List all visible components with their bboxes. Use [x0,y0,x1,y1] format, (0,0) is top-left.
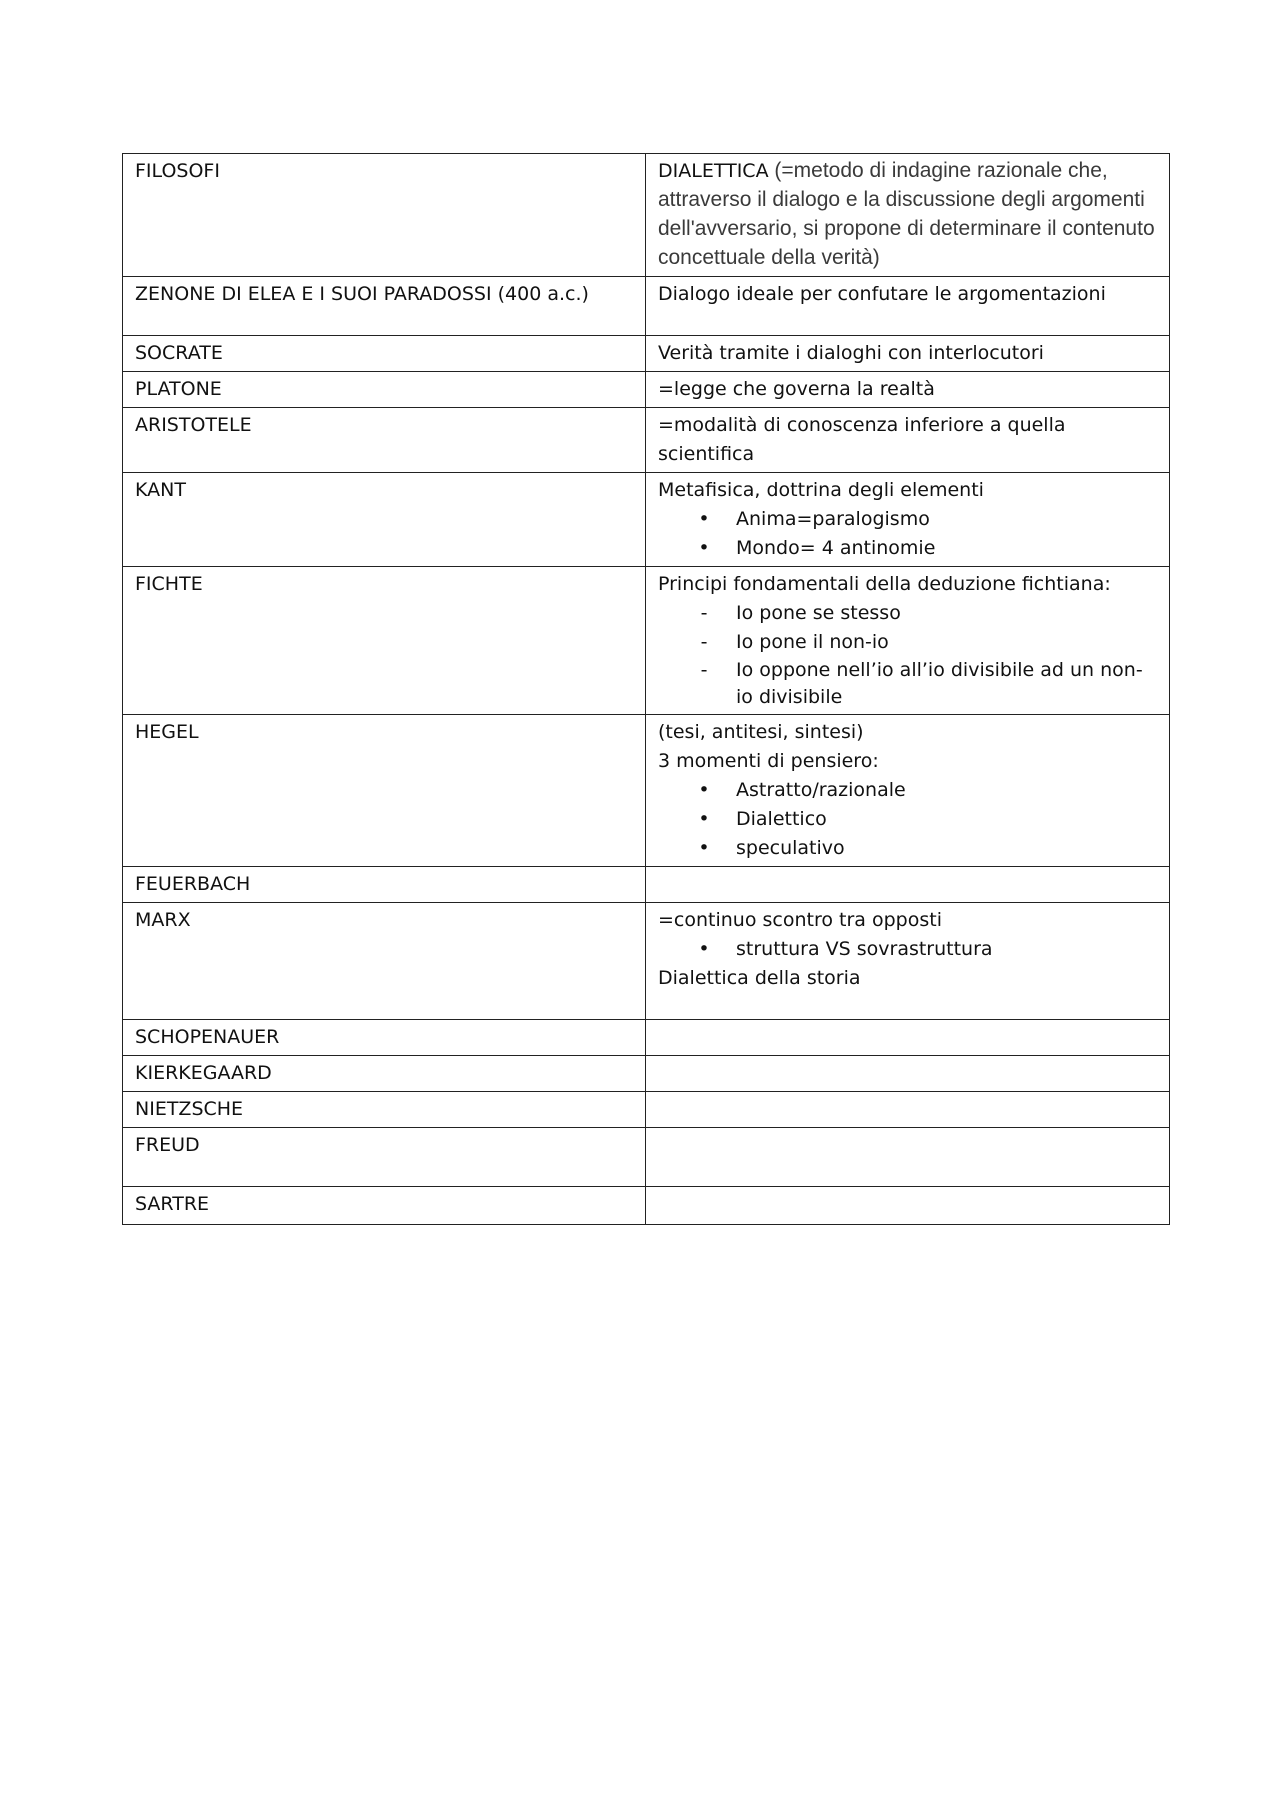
philosopher-cell [123,715,646,867]
dialectic-cell [646,336,1170,372]
philosopher-name: SCHOPENAUER [135,1026,280,1048]
philosopher-cell [123,372,646,408]
table-row [123,867,1170,903]
bullet-list [658,505,1157,563]
philosopher-cell [123,1128,646,1187]
list-item-text: Io pone il non-io [736,631,889,653]
header-dialectic-title: DIALETTICA [658,160,769,182]
dialectic-text: Verità tramite i dialoghi con interlocutori [658,342,1044,364]
philosopher-cell [123,903,646,1020]
dialectic-intro: =continuo scontro tra opposti [658,909,942,931]
bullet-list [658,776,1157,863]
table-row [123,336,1170,372]
dialectic-cell [646,1020,1170,1056]
list-item-text: struttura VS sovrastruttura [736,938,993,960]
table-row [123,903,1170,1020]
philosopher-cell [123,473,646,567]
table-row [123,1092,1170,1128]
dialectic-cell [646,903,1170,1020]
dialectic-cell [646,567,1170,715]
philosopher-name: MARX [135,909,191,931]
table-row [123,408,1170,473]
philosopher-name: KANT [135,479,186,501]
table-row [123,1020,1170,1056]
philosophy-table [122,153,1170,1225]
list-item [658,657,1157,711]
dialectic-outro: Dialettica della storia [658,967,861,989]
table-header-row [123,154,1170,277]
dialectic-text: =legge che governa la realtà [658,378,935,400]
dash-marker: - [700,659,708,681]
bullet-marker: • [698,508,710,530]
philosopher-name: FREUD [135,1134,200,1156]
table-row [123,473,1170,567]
list-item-text: speculativo [736,837,845,859]
philosopher-name: SOCRATE [135,342,223,364]
header-philosophers-label: FILOSOFI [135,160,220,182]
philosopher-cell [123,1056,646,1092]
list-item-text: Io pone se stesso [736,602,901,624]
bullet-marker: • [698,537,710,559]
dialectic-cell [646,867,1170,903]
philosopher-cell [123,408,646,473]
header-cell-philosophers [123,154,646,277]
table-row [123,1187,1170,1225]
list-item [658,628,1157,657]
philosopher-name: HEGEL [135,721,199,743]
dash-marker: - [700,602,708,624]
dash-marker: - [700,631,708,653]
bullet-marker: • [698,779,710,801]
philosopher-name: FEUERBACH [135,873,251,895]
header-cell-dialectic [646,154,1170,277]
dialectic-cell [646,1056,1170,1092]
dialectic-intro-2: 3 momenti di pensiero: [658,750,879,772]
table-row [123,1128,1170,1187]
table-row [123,715,1170,867]
philosopher-cell [123,1187,646,1225]
list-item [658,599,1157,628]
bullet-marker: • [698,938,710,960]
dash-list [658,599,1157,711]
philosopher-name: FICHTE [135,573,203,595]
philosopher-name: SARTRE [135,1193,210,1215]
list-item [658,505,1157,534]
philosopher-name: ARISTOTELE [135,414,252,436]
list-item [658,834,1157,863]
table-row [123,567,1170,715]
dialectic-cell [646,473,1170,567]
list-item [658,534,1157,563]
list-item [658,935,1157,964]
philosopher-name: NIETZSCHE [135,1098,244,1120]
philosopher-cell [123,1020,646,1056]
dialectic-cell [646,408,1170,473]
list-item-text: Astratto/razionale [736,779,906,801]
header-dialectic-definition: (=metodo di indagine razionale che, attraverso il dialogo e la discussione degli argomenti dell'avversario, si propone di determinare il contenuto concettuale della verità) [658,159,1155,269]
list-item-text: Anima=paralogismo [736,508,930,530]
list-item [658,805,1157,834]
bullet-marker: • [698,808,710,830]
bullet-list [658,935,1157,964]
bullet-marker: • [698,837,710,859]
list-item-text: Mondo= 4 antinomie [736,537,936,559]
philosopher-name: ZENONE DI ELEA E I SUOI PARADOSSI (400 a.c.) [135,283,589,305]
dialectic-cell [646,1092,1170,1128]
philosopher-cell [123,1092,646,1128]
table-row [123,372,1170,408]
dialectic-cell [646,1187,1170,1225]
dialectic-intro: (tesi, antitesi, sintesi) [658,721,864,743]
dialectic-cell [646,277,1170,336]
philosopher-cell [123,336,646,372]
dialectic-cell [646,372,1170,408]
philosopher-name: KIERKEGAARD [135,1062,272,1084]
dialectic-text: Dialogo ideale per confutare le argomentazioni [658,283,1106,305]
table-row [123,277,1170,336]
table-row [123,1056,1170,1092]
philosopher-cell [123,277,646,336]
philosopher-cell [123,867,646,903]
dialectic-intro: Metafisica, dottrina degli elementi [658,479,984,501]
list-item-text: Io oppone nell’io all’io divisibile ad un non-io divisibile [736,659,1143,708]
dialectic-cell [646,1128,1170,1187]
dialectic-text: =modalità di conoscenza inferiore a quella scientifica [658,414,1066,465]
dialectic-intro: Principi fondamentali della deduzione fichtiana: [658,573,1111,595]
list-item-text: Dialettico [736,808,827,830]
philosopher-name: PLATONE [135,378,222,400]
philosopher-cell [123,567,646,715]
list-item [658,776,1157,805]
dialectic-cell [646,715,1170,867]
